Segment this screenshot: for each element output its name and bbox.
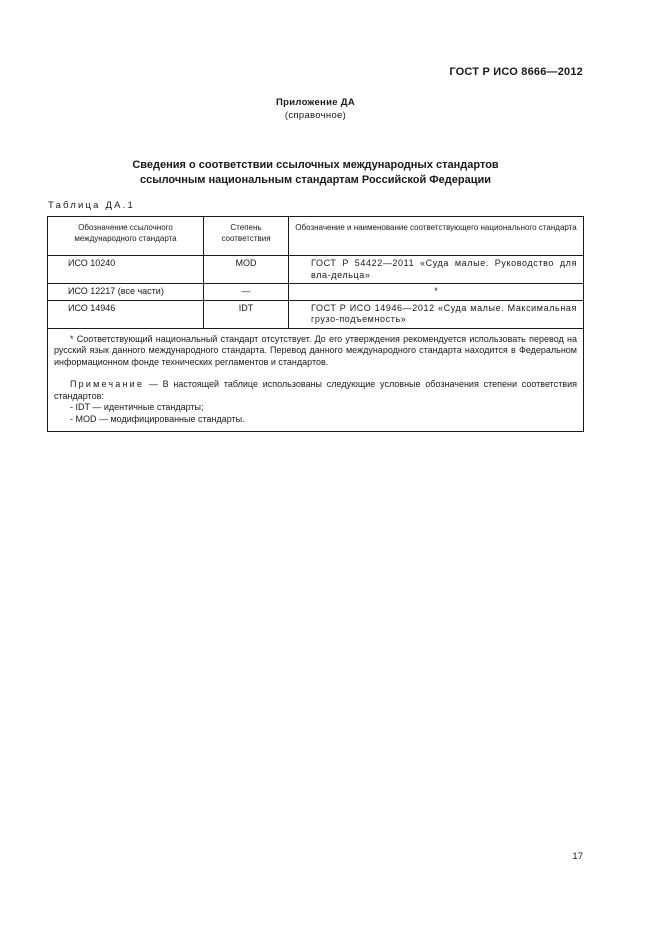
document-code: ГОСТ Р ИСО 8666—2012: [449, 66, 583, 78]
column-header-designation: [48, 217, 204, 256]
note-list-item: - IDT — идентичные стандарты;: [70, 402, 204, 412]
note-paragraph: [54, 379, 577, 402]
column-header-national: Обозначение и наименование соответствующего национального стандарта: [289, 217, 584, 256]
section-heading-line-2: ссылочным национальным стандартам Российской Федерации: [139, 174, 492, 186]
column-header-degree: [204, 217, 289, 256]
table-row: [48, 300, 584, 328]
row-degree: MOD: [204, 256, 289, 284]
section-heading: [0, 158, 631, 188]
table-note-cell: [48, 328, 584, 432]
annex-subtitle: (справочное): [284, 110, 347, 121]
page-number: 17: [572, 851, 583, 862]
section-heading-line-1: Сведения о соответствии ссылочных международных стандартов: [132, 159, 499, 171]
row-national: [289, 300, 584, 328]
column-header-designation-line-2: международного стандарта: [74, 234, 177, 243]
column-header-degree-line-2: соответствия: [221, 234, 271, 243]
note-list-item: - MOD — модифицированные стандарты.: [70, 413, 245, 424]
table-header-row: [48, 217, 584, 256]
row-designation: ИСО 12217 (все части): [48, 284, 204, 301]
row-national: *: [289, 284, 584, 301]
correspondence-table: [47, 216, 584, 432]
note-list: [54, 402, 577, 425]
column-header-degree-line-1: Степень: [230, 223, 262, 232]
row-degree: —: [204, 284, 289, 301]
column-header-designation-line-1: Обозначение ссылочного: [78, 223, 173, 232]
annex-header: [0, 96, 631, 122]
row-national-text: ГОСТ Р ИСО 14946—2012 «Суда малые. Максимальная грузо-подъемность»: [311, 302, 577, 324]
row-designation: ИСО 10240: [48, 256, 204, 284]
table-caption: Таблица ДА.1: [48, 200, 135, 211]
footnote-text: * Соответствующий национальный стандарт отсутствует. До его утверждения рекомендуется использовать перевод на русский язык данного международного стандарта. Перевод данного международного стандарта находится в Федеральном информационном фонде технических регламентов и стандартов.: [54, 333, 577, 367]
table-row: [48, 256, 584, 284]
row-national: [289, 256, 584, 284]
row-national-text: ГОСТ Р 54422—2011 «Суда малые. Руководство для вла-дельца»: [311, 258, 577, 280]
annex-title: Приложение ДА: [276, 97, 355, 108]
table-note-row: [48, 328, 584, 432]
row-degree: IDT: [204, 300, 289, 328]
note-label: Примечание: [70, 379, 145, 389]
row-designation: ИСО 14946: [48, 300, 204, 328]
table-row: [48, 284, 584, 301]
note-text: — В настоящей таблице использованы следующие условные обозначения степени соответствия стандартов:: [54, 379, 577, 401]
